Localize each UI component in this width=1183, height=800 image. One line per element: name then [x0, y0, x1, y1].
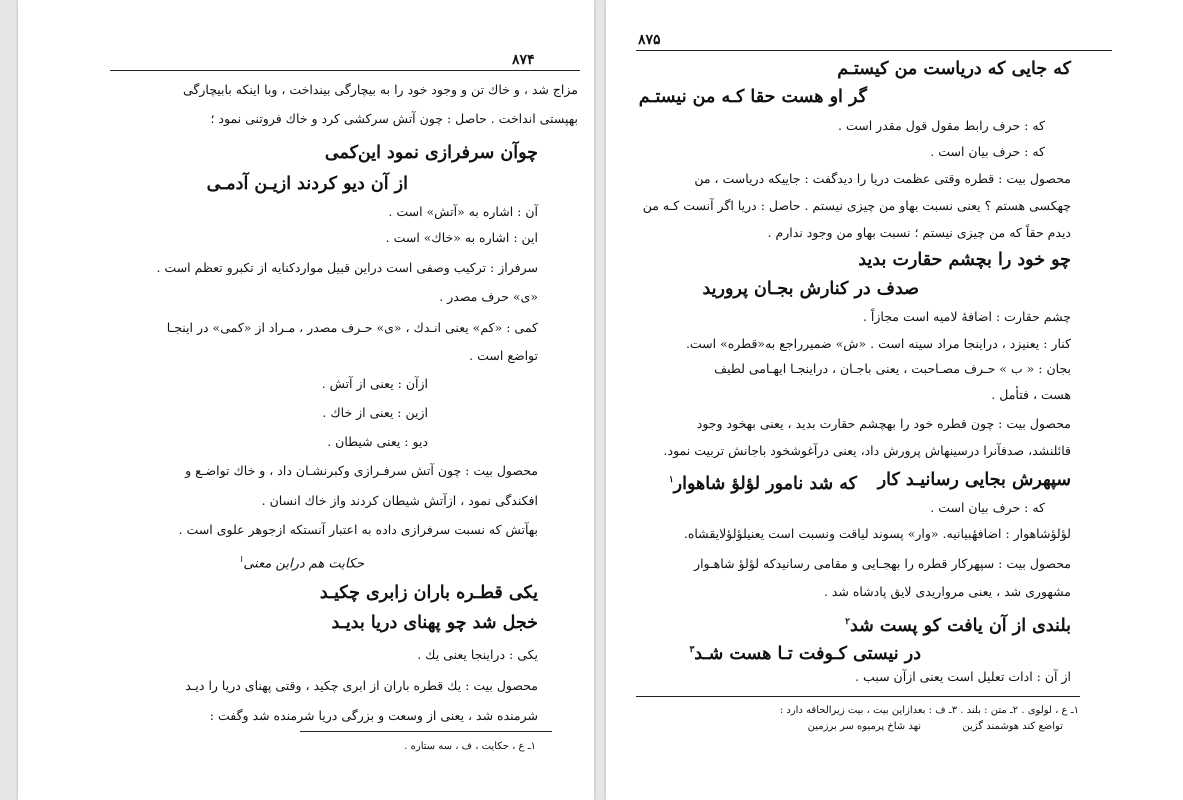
- verse-line-text: در نیستی کـوفت تـا هست شـد: [694, 643, 921, 664]
- text-line: محصول بیت : سپهرکار قطره را بهجـایی و مقامی رسانیدکه لؤلؤ شاهـوار: [694, 556, 1071, 571]
- footnote: نهد شاخ پرمیوه سر برزمین: [807, 721, 921, 732]
- verse-line: چو خود را بچشم حقارت بدید: [858, 250, 1071, 270]
- left-page: [18, 0, 594, 800]
- verse-line: خجل شد چو پهنای دریا بدیـد: [331, 613, 538, 633]
- text-line: مشهوری شد ، یعنی مرواریدی لایق پادشاه شد .: [823, 584, 1071, 599]
- text-line: آن : اشاره به «آتش» است .: [388, 204, 538, 219]
- verse-line: که جایی که دریاست من کیستـم: [837, 59, 1071, 79]
- text-line: دیو : یعنی شیطان .: [327, 434, 428, 449]
- text-line: محصول بیت : قطره وقتی عظمت دریا را دیدگفت : جاییکه دریاست ، من: [694, 171, 1071, 186]
- verse-line: از آن دیو کردند ازیـن آدمـی: [206, 174, 408, 194]
- header-rule: [636, 50, 1112, 51]
- text-line: قائلنشد، صدفآنرا درسینهاش پرورش داد، یعنی درآغوشخود باجانش تربیت نمود.: [663, 443, 1071, 458]
- page-number: ۸۷۴: [512, 52, 535, 68]
- text-line: «ی» حرف مصدر .: [439, 289, 538, 304]
- text-line: مزاج شد ، و خاك تن و وجود خود را به بیچارگی بینداخت ، وبا اینکه بابیچارگی: [182, 82, 578, 97]
- text-line: ازین : یعنی از خاك .: [322, 405, 428, 420]
- text-line: شرمنده شد ، یعنی از وسعت و بزرگی دریا شرمنده شد وگفت :: [209, 708, 538, 723]
- text-line: سرفراز : ترکیب وصفی است دراین قبیل مواردکنایه از تکبرو تعظم است .: [156, 260, 538, 275]
- verse-line: چوآن سرفرازی نمود این‌کمی: [324, 143, 538, 163]
- section-heading: [239, 552, 365, 572]
- verse-line: [845, 611, 1071, 637]
- section-heading-text: حکایت هم دراین معنی: [243, 556, 364, 572]
- text-line: یکی : دراینجا یعنی یك .: [417, 647, 538, 662]
- page-number: ۸۷۵: [638, 32, 661, 48]
- text-line: افکندگی نمود ، ازآتش شیطان کردند واز خاك انسان .: [261, 493, 538, 508]
- text-line: که : حرف بیان است .: [930, 500, 1045, 515]
- footnote: ۱ـ ع ، لولوی . ۲ـ متن : بلند . ۳ـ ف : بعدازاین بیت ، بیت زیرالحاقه دارد :: [779, 705, 1079, 716]
- verse-line: [669, 469, 857, 495]
- text-line: لؤلؤشاهوار : اضافهٔبیانیه. «وار» پسوند لیاقت ونسبت است یعنیلؤلؤلایقشاه.: [683, 526, 1071, 541]
- verse-line: گر او هست حقا کـه من نیستـم: [638, 87, 867, 107]
- text-line: چهکسی هستم ؟ یعنی نسبت بهاو من چیزی نیستم . حاصل : دریا اگر آنست کـه من: [642, 198, 1071, 213]
- text-line: کنار : یعنیزد ، دراینجا مراد سینه است . «ش» ضمیرراجع به«قطره» است.: [685, 336, 1071, 351]
- right-page: [606, 0, 1183, 800]
- footnote-rule: [300, 731, 552, 732]
- verse-line: [689, 639, 921, 665]
- text-line: محصول بیت : یك قطره باران از ابری چکید ، وقتی پهنای دریا را دیـد: [185, 678, 538, 693]
- text-line: محصول بیت : چون آتش سرفـرازی وکبرنشـان داد ، و خاك تواضـع و: [185, 463, 538, 478]
- text-line: چشم حقارت : اضافهٔ لامیه است مجازاً .: [862, 309, 1071, 324]
- footnote-rule: [636, 696, 1080, 697]
- text-line: ازآن : یعنی از آتش .: [321, 376, 428, 391]
- text-line: که : حرف بیان است .: [930, 144, 1045, 159]
- text-line: بجان : « ب » حـرف مصـاحبت ، یعنی باجـان ، دراینجـا ایهـامی لطیف: [714, 361, 1071, 376]
- text-line: دیدم حقاً که من چیزی نیستم ؛ نسبت بهاو من وجود ندارم .: [767, 225, 1071, 240]
- text-line: تواضع است .: [469, 348, 538, 363]
- footnote-marker: ۱: [668, 475, 674, 485]
- text-line: بهپستی انداخت . حاصل : چون آتش سرکشی کرد و خاك فروتنی نمود ؛: [210, 111, 578, 126]
- header-rule: [110, 70, 580, 71]
- text-line: بهآتش که نسبت سرفرازی داده به اعتبار آنستکه ازجوهر علوی است .: [178, 522, 538, 537]
- text-line: هست ، فتأمل .: [991, 387, 1071, 402]
- text-line: که : حرف رابط مقول قول مقدر است .: [838, 118, 1045, 133]
- verse-line: صدف در کنارش بجـان پرورید: [702, 279, 919, 299]
- text-line: از آن : ادات تعلیل است یعنی ازآن سبب .: [855, 669, 1071, 684]
- footnote-marker: ۳: [689, 645, 695, 655]
- footnote: ۱ـ ع ، حکایت ، ف ، سه ستاره .: [404, 741, 536, 752]
- footnote-marker: ۱: [238, 555, 244, 565]
- verse-line-text: که شد نامور لؤلؤ شاهوار: [673, 473, 857, 494]
- verse-line: سپهرش بجایی رسانیـد کار: [877, 470, 1071, 490]
- text-line: این : اشاره به «خاك» است .: [385, 230, 538, 245]
- verse-line-text: بلندی از آن یافت کو پست شد: [849, 615, 1071, 636]
- verse-line: یکی قطـره باران زابری چکیـد: [319, 583, 538, 603]
- footnote-marker: ۲: [845, 617, 850, 627]
- footnote: تواضع کند هوشمند گزین: [962, 721, 1063, 732]
- text-line: محصول بیت : چون قطره خود را بهچشم حقارت بدید ، یعنی بهخود وجود: [696, 416, 1071, 431]
- text-line: کمی : «کم» یعنی انـدك ، «ی» حـرف مصدر ، مـراد از «کمی» در اینجـا: [166, 320, 538, 335]
